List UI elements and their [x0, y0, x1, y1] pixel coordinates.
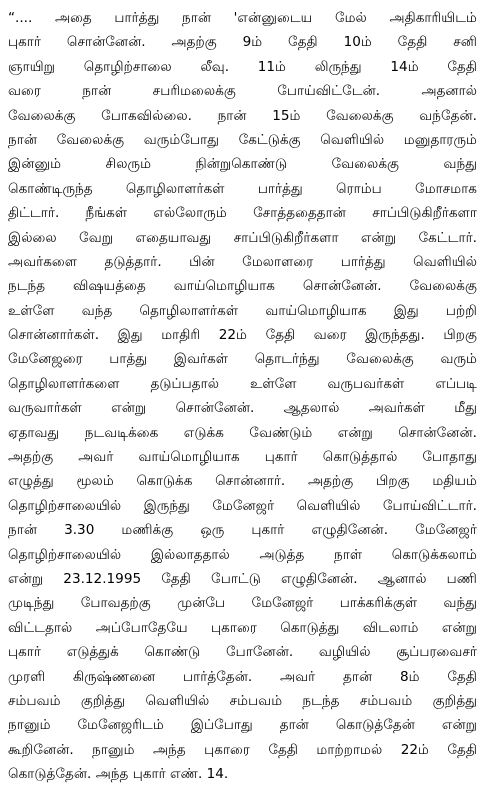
text-line-7: இன்னும் சிலரும் நின்றுகொண்டு வேலைக்கு வந்து [8, 156, 477, 173]
text-line-31: கூறினேன். நானும் அந்த புகாரை தேதி மாற்றாமல் 22ம் தேதி [8, 741, 477, 758]
text-line-27: புகார் எடுத்துக் கொண்டு போனேன். வழியில் சூப்பரவைசர் [8, 644, 477, 661]
text-line-5: வேலைக்கு போகவில்லை. நான் 15ம் வேலைக்கு வந்தேன். [8, 107, 477, 124]
text-line-24: என்று 23.12.1995 தேதி போட்டு எழுதினேன். ஆனால் பணி [8, 570, 477, 587]
text-line-2: புகார் சொன்னேன். அதற்கு 9ம் தேதி 10ம் தேதி சனி [8, 34, 477, 51]
text-line-28: முரளி கிருஷ்ணனை பார்த்தேன். அவர் தான் 8ம் தேதி [8, 668, 477, 685]
text-line-32: கொடுத்தேன். அந்த புகார் எண். 14. [8, 766, 229, 783]
text-line-25: முடிந்து போவதற்கு முன்பே மேனேஜர் பாக்கரிக்குள் வந்து [8, 595, 477, 612]
text-line-9: திட்டார். நீங்கள் எல்லோரும் சோத்ததைதான் சாப்பிடுகிறீர்களா [8, 205, 477, 222]
text-line-12: நடந்த விஷயத்தை வாய்மொழியாக சொன்னேன். வேலைக்கு [8, 278, 477, 295]
text-line-20: எழுத்து மூலம் கொடுக்க சொன்னார். அதற்கு பிறகு மதியம் [8, 473, 477, 490]
text-line-23: தொழிற்சாலையில் இல்லாததால் அடுத்த நாள் கொடுக்கலாம் [8, 546, 477, 563]
text-line-17: வருவார்கள் என்று சொன்னேன். ஆதலால் அவர்கள் மீது [8, 400, 477, 417]
text-line-1: “.... அதை பார்த்து நான் 'என்னுடைய மேல் அதிகாரியிடம் [8, 10, 477, 26]
text-line-14: சொன்னார்கள். இது மாதிரி 22ம் தேதி வரை இருந்தது. பிறகு [8, 327, 477, 344]
text-line-21: தொழிற்சாலையில் இருந்து மேனேஜர் வெளியில் போய்விட்டார். [8, 497, 477, 514]
text-line-26: விட்டதால் அப்போதேயே புகாரை கொடுத்து விடலாம் என்று [8, 619, 477, 636]
text-line-19: அதற்கு அவர் வாய்மொழியாக புகார் கொடுத்தால் போதாது [8, 449, 477, 466]
text-line-8: கொண்டிருந்த தொழிலாளர்கள் பார்த்து ரொம்ப மோசமாக [8, 180, 477, 197]
text-line-22: நான் 3.30 மணிக்கு ஒரு புகார் எழுதினேன். மேனேஜர் [8, 522, 477, 539]
text-line-15: மேனேஜரை பாத்து இவர்கள் தொடர்ந்து வேலைக்கு வரும் [8, 351, 477, 368]
text-line-30: நானும் மேனேஜரிடம் இப்போது தான் கொடுத்தேன் என்று [8, 717, 477, 734]
text-line-18: ஏதாவது நடவடிக்கை எடுக்க வேண்டும் என்று சொன்னேன். [8, 424, 477, 441]
text-line-11: அவர்களை தடுத்தார். பின் மேலாளரை பார்த்து வெளியில் [8, 253, 477, 270]
text-line-10: இல்லை வேறு எதையாவது சாப்பிடுகிறீர்களா என்று கேட்டார். [8, 229, 477, 246]
text-line-4: வரை நான் சபரிமலைக்கு போய்விட்டேன். அதனால் [8, 83, 477, 100]
text-line-16: தொழிலாளர்களை தடுப்பதால் உள்ளே வருபவர்கள் எப்படி [8, 375, 477, 392]
text-line-29: சம்பவம் குறித்து வெளியில் சம்பவம் நடந்த சம்பவம் குறித்து [8, 692, 477, 709]
text-line-3: ஞாயிறு தொழிற்சாலை லீவு. 11ம் லிருந்து 14ம் தேதி [8, 58, 477, 75]
text-line-6: நான் வேலைக்கு வரும்போது கேட்டுக்கு வெளியில் மனுதாரரும் [8, 131, 477, 148]
text-line-13: உள்ளே வந்த தொழிலாளர்கள் வாய்மொழியாக இது பற்றி [8, 302, 477, 319]
